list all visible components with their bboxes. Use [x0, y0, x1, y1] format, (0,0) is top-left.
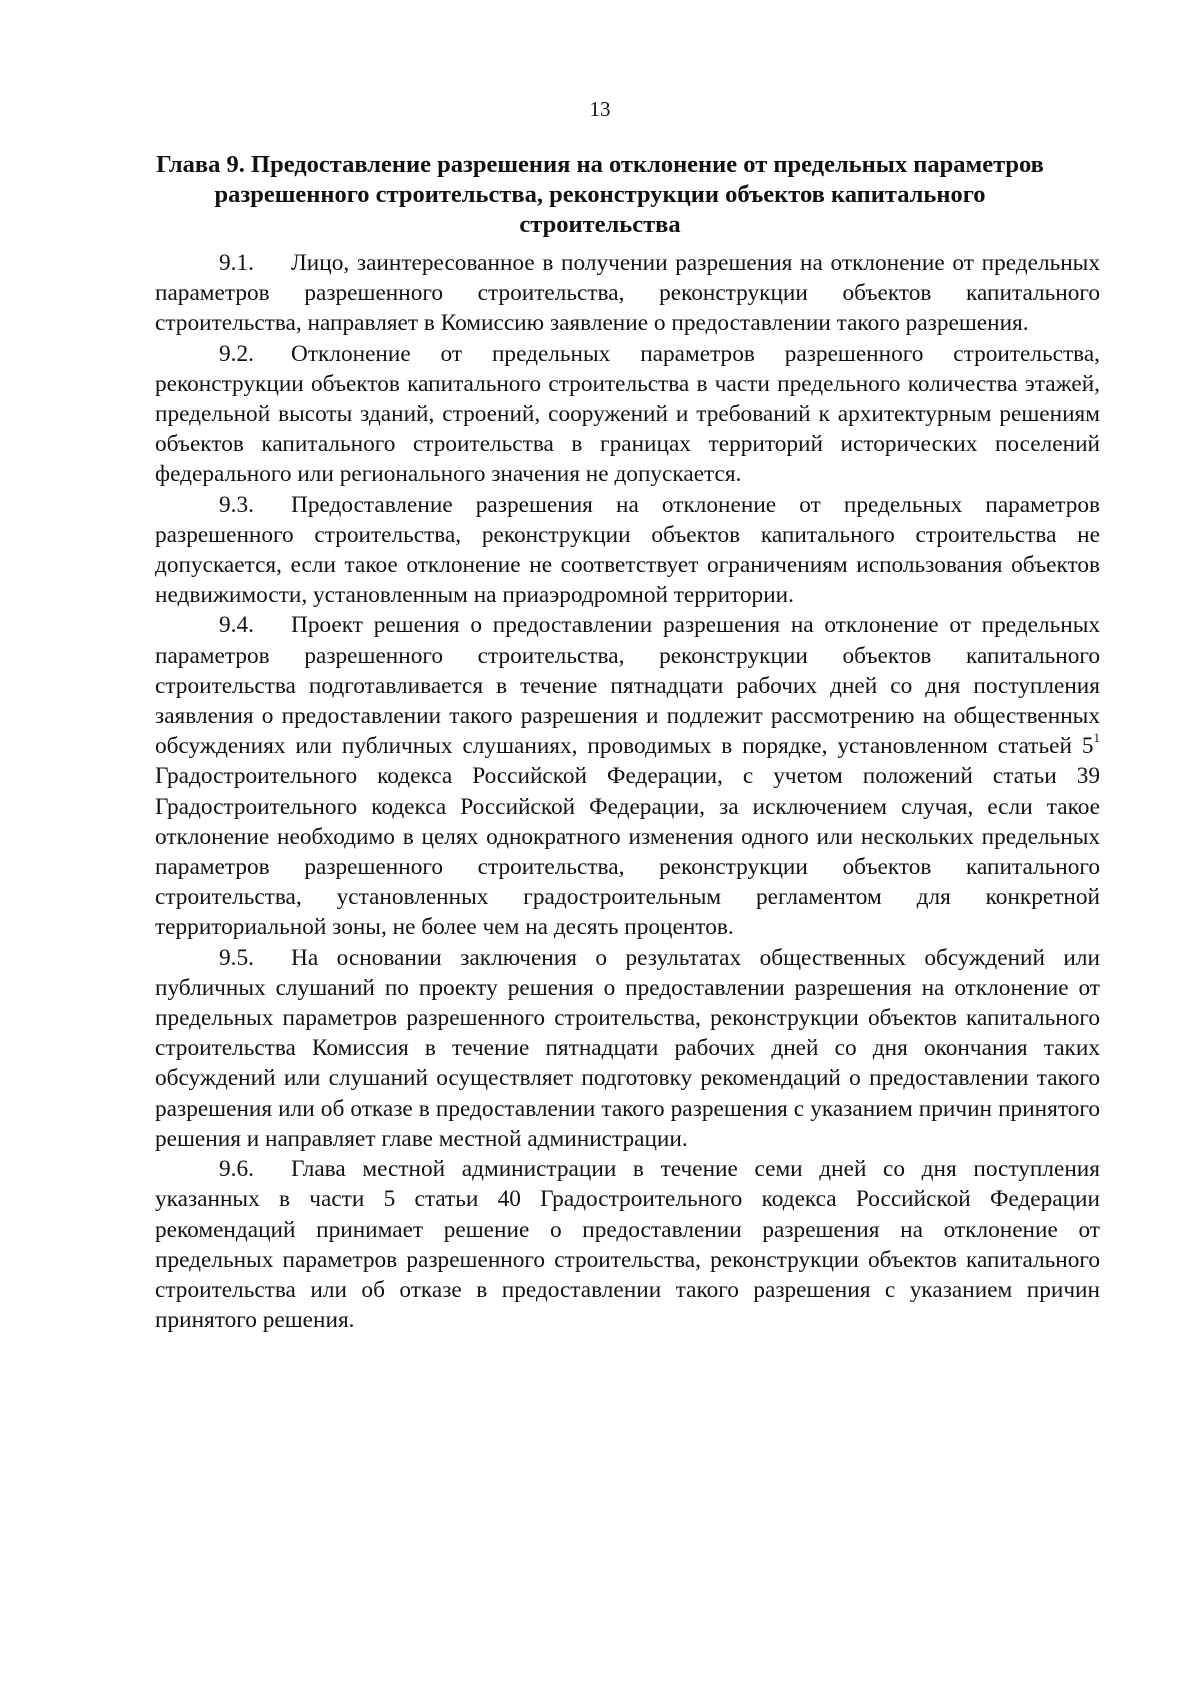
clause-text: Глава местной администрации в течение семи дней со дня поступления указанных в части 5 статьи 40 Градостроительного кодекса Российской Федерации рекомендаций принимает решение о предоставлении разрешения на отклонение от предельных параметров разрешенного строительства, реконструкции объектов капитального строительства или об отказе в предоставлении такого разрешения с указанием причин принятого решения. [155, 1156, 1100, 1334]
page-number: 13 [589, 97, 611, 121]
chapter-title: Глава 9. Предоставление разрешения на отклонение от предельных параметров разрешенного строительства, реконструкции объектов капитального строительства [156, 151, 1044, 238]
clause-number: 9.3. [219, 491, 254, 518]
clause-number: 9.6. [219, 1156, 254, 1183]
clause-9-3 [155, 490, 1100, 611]
clause-number: 9.1. [219, 250, 254, 276]
clause-text: Лицо, заинтересованное в получении разрешения на отклонение от предельных параметров разрешенного строительства, реконструкции объектов капитального строительства, направляет в Комиссию заявление о предоставлении такого разрешения. [155, 250, 1100, 337]
clause-text-continued: Градостроительного кодекса Российской Федерации, с учетом положений статьи 39 Градостроительного кодекса Российской Федерации, за исключением случая, если такое отклонение необходимо в целях однократного изменения одного или нескольких предельных параметров разрешенного строительства, реконструкции объектов капитального строительства, установленных градостроительным регламентом для конкретной территориальной зоны, не более чем на десять процентов. [155, 763, 1100, 941]
clause-9-5 [155, 943, 1100, 1154]
article-superscript: 1 [1093, 730, 1100, 746]
clause-number: 9.4. [219, 612, 254, 639]
clause-text: Проект решения о предоставлении разрешения на отклонение от предельных параметров разрешенного строительства, реконструкции объектов капитального строительства подготавливается в течение пятнадцати рабочих дней со дня поступления заявления о предоставлении такого разрешения и подлежит рассмотрению на общественных обсуждениях или публичных слушаниях, проводимых в порядке, установленном статьей 5 [155, 612, 1100, 760]
clause-9-2 [155, 339, 1100, 490]
clause-9-6 [155, 1154, 1100, 1335]
clause-number: 9.2. [219, 340, 254, 367]
document-body [155, 248, 1100, 1335]
clause-9-1 [155, 248, 1100, 339]
clause-9-4 [155, 610, 1100, 942]
clause-number: 9.5. [219, 944, 254, 971]
clause-text: Предоставление разрешения на отклонение от предельных параметров разрешенного строительства, реконструкции объектов капитального строительства не допускается, если такое отклонение не соответствует ограничениям использования объектов недвижимости, установленным на приаэродромной территории. [155, 491, 1100, 609]
clause-text: Отклонение от предельных параметров разрешенного строительства, реконструкции объектов капитального строительства в части предельного количества этажей, предельной высоты зданий, строений, сооружений и требований к архитектурным решениям объектов капитального строительства в границах территорий исторических поселений федерального или регионального значения не допускается. [155, 340, 1100, 488]
clause-text: На основании заключения о результатах общественных обсуждений или публичных слушаний по проекту решения о предоставлении разрешения на отклонение от предельных параметров разрешенного строительства, реконструкции объектов капитального строительства Комиссия в течение пятнадцати рабочих дней со дня окончания таких обсуждений или слушаний осуществляет подготовку рекомендаций о предоставлении такого разрешения или об отказе в предоставлении такого разрешения с указанием причин принятого решения и направляет главе местной администрации. [155, 944, 1100, 1152]
